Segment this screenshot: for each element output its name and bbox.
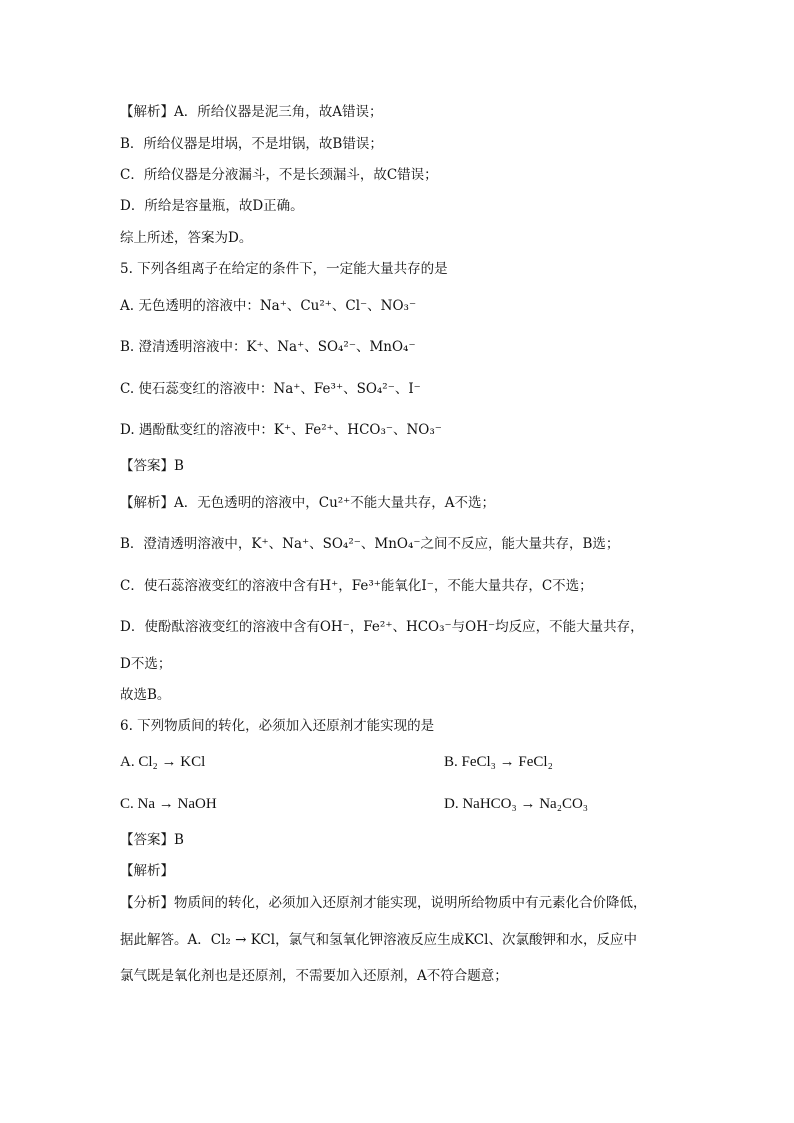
q6-option-a: A. Cl₂ → KCl xyxy=(120,754,206,770)
q5-analysis-d-line1: D．使酚酞溶液变红的溶液中含有OH⁻，Fe²⁺、HCO₃⁻与OH⁻均反应，不能大量共存， xyxy=(120,619,644,635)
analysis-label: 【解析】 xyxy=(120,104,174,120)
q6-stem: 6. 下列物质间的转化，必须加入还原剂才能实现的是 xyxy=(120,718,435,734)
q6-option-b: B. FeCl₃ → FeCl₂ xyxy=(444,754,553,770)
q5-analysis-d-line2: D不选； xyxy=(120,656,172,672)
q6-option-c: C. Na → NaOH xyxy=(120,796,217,812)
q4-analysis-d: D．所给是容量瓶，故D正确。 xyxy=(120,198,304,214)
q6-fenxi-line2: 据此解答。A．Cl₂ → KCl，氯气和氢氧化钾溶液反应生成KCl、次氯酸钾和水，反应中 xyxy=(120,932,637,948)
q6-fenxi-line3: 氯气既是氧化剂也是还原剂，不需要加入还原剂，A不符合题意； xyxy=(120,968,508,984)
q5-answer: 【答案】B xyxy=(120,458,184,474)
q5-analysis-c: C．使石蕊溶液变红的溶液中含有H⁺，Fe³⁺能氧化I⁻，不能大量共存，C不选； xyxy=(120,578,593,594)
q6-analysis-label: 【解析】 xyxy=(120,863,174,879)
q5-option-a: A. 无色透明的溶液中：Na⁺、Cu²⁺、Cl⁻、NO₃⁻ xyxy=(120,298,417,314)
q6-option-d: D. NaHCO₃ → Na₂CO₃ xyxy=(444,796,589,812)
q5-analysis-a: 【解析】A．无色透明的溶液中，Cu²⁺不能大量共存，A不选； xyxy=(120,495,496,511)
q5-conclusion: 故选B。 xyxy=(120,687,171,703)
q4-analysis-label-and-a xyxy=(120,102,383,122)
q5-option-c: C. 使石蕊变红的溶液中：Na⁺、Fe³⁺、SO₄²⁻、I⁻ xyxy=(120,381,421,397)
q6-answer: 【答案】B xyxy=(120,832,184,848)
q4-analysis-a: A．所给仪器是泥三角，故A错误； xyxy=(174,104,383,120)
q4-analysis-b: B．所给仪器是坩埚，不是坩锅，故B错误； xyxy=(120,136,383,152)
q4-analysis-c: C．所给仪器是分液漏斗，不是长颈漏斗，故C错误； xyxy=(120,167,438,183)
q5-option-b: B. 澄清透明溶液中：K⁺、Na⁺、SO₄²⁻、MnO₄⁻ xyxy=(120,339,416,355)
q5-option-d: D. 遇酚酞变红的溶液中：K⁺、Fe²⁺、HCO₃⁻、NO₃⁻ xyxy=(120,422,442,438)
q5-stem: 5. 下列各组离子在给定的条件下，一定能大量共存的是 xyxy=(120,261,448,277)
q4-summary: 综上所述，答案为D。 xyxy=(120,230,253,246)
q5-analysis-b: B．澄清透明溶液中，K⁺、Na⁺、SO₄²⁻、MnO₄⁻之间不反应，能大量共存，B选； xyxy=(120,536,620,552)
q6-fenxi-line1: 【分析】物质间的转化，必须加入还原剂才能实现，说明所给物质中有元素化合价降低， xyxy=(120,895,647,911)
